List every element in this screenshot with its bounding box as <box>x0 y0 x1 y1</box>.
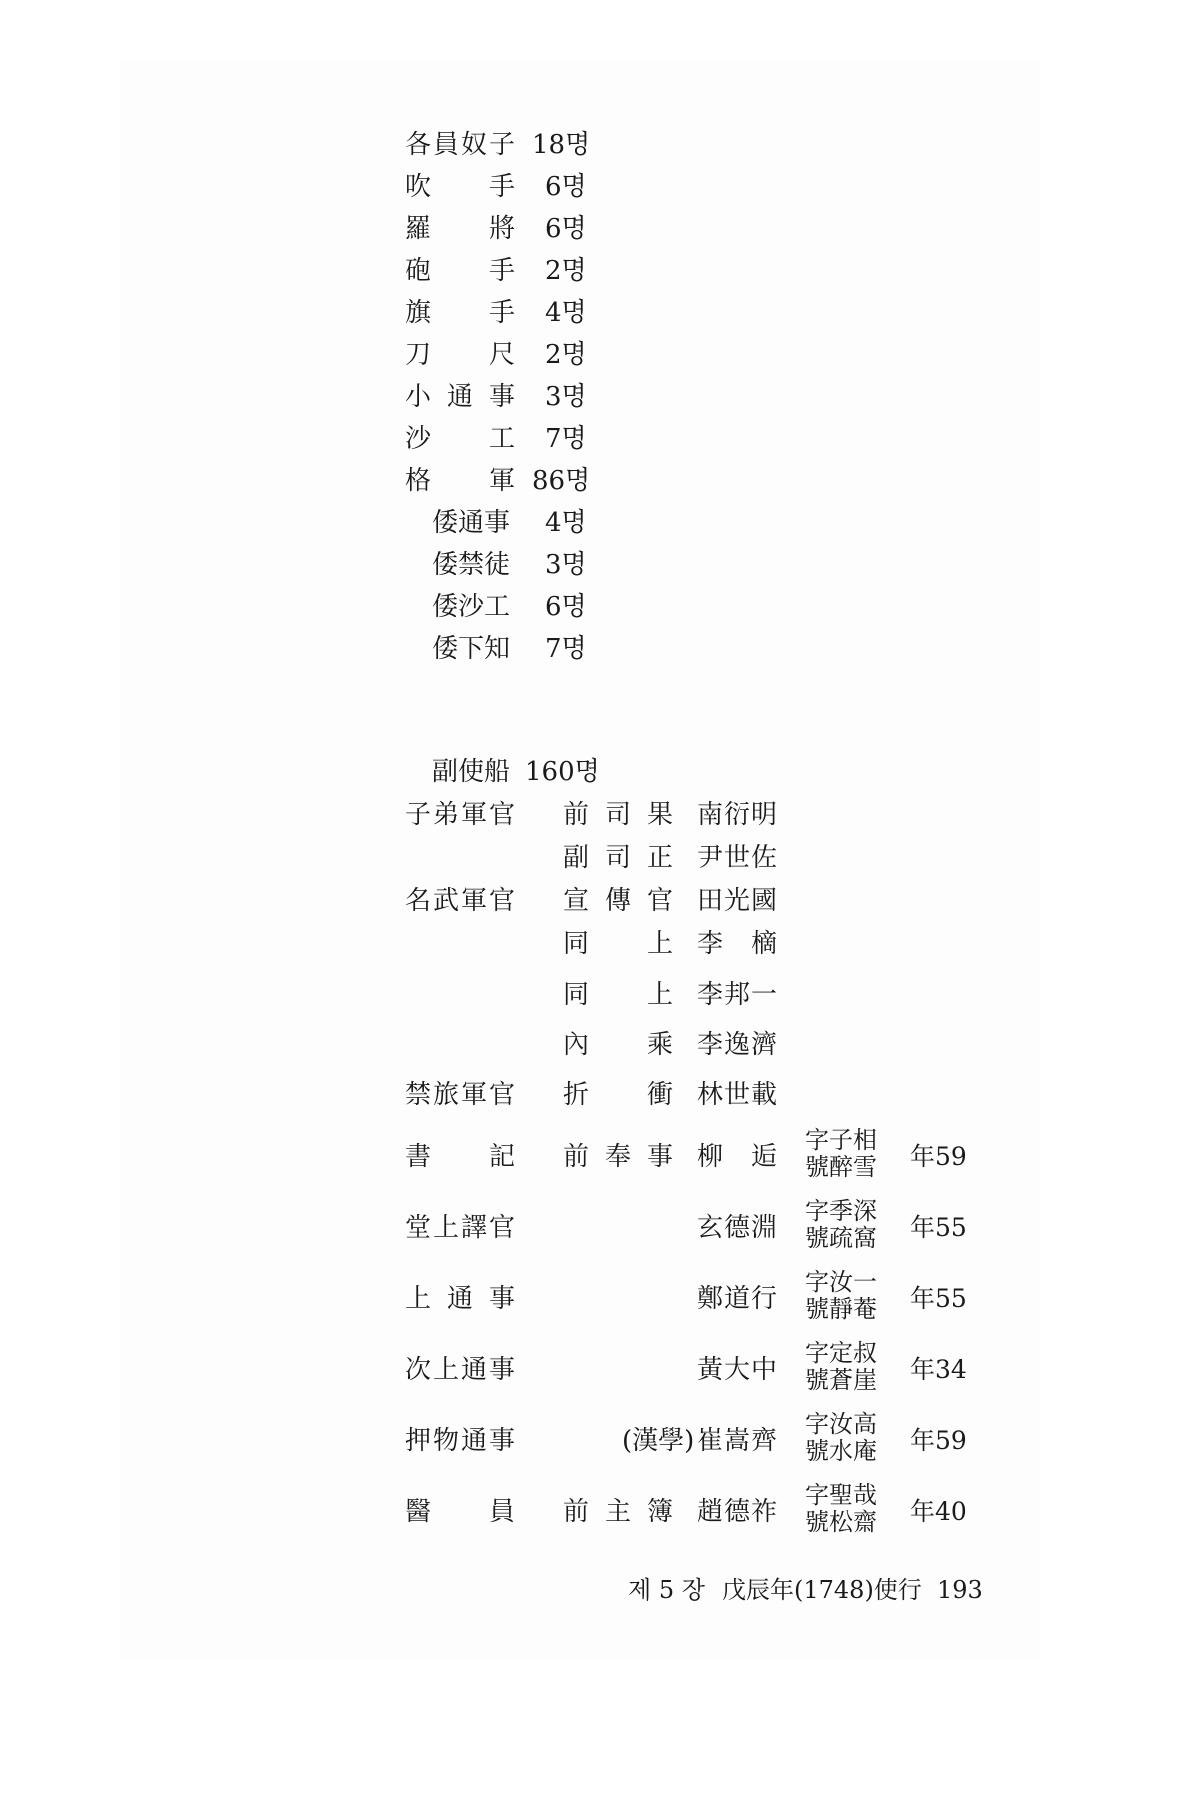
footer-title: 戊辰年(1748)使行 <box>722 1576 922 1604</box>
officer-rank: 前奉事 <box>563 1142 673 1172</box>
upper-count: 2명 <box>545 340 587 370</box>
ship-name: 副使船 <box>432 757 511 787</box>
upper-role: 沙工 <box>405 424 515 454</box>
upper-count: 86명 <box>532 466 591 496</box>
officer-role: 書記 <box>405 1142 515 1172</box>
officer-role: 禁旅軍官 <box>405 1080 515 1110</box>
upper-count: 4명 <box>545 508 587 538</box>
officer-pen-name: 號靜菴 <box>805 1295 877 1323</box>
officer-courtesy-name: 字汝一 <box>805 1268 877 1296</box>
officer-name: 鄭道行 <box>697 1284 777 1314</box>
officer-rank: 前司果 <box>563 800 673 830</box>
officer-name: 南衍明 <box>697 800 777 830</box>
officer-pen-name: 號松齋 <box>805 1508 877 1536</box>
upper-role: 羅將 <box>405 214 515 244</box>
officer-rank: (漢學) <box>622 1426 695 1456</box>
officer-role: 名武軍官 <box>405 886 515 916</box>
officer-pen-name: 號水庵 <box>805 1437 877 1465</box>
upper-count: 7명 <box>545 424 587 454</box>
officer-name: 李樀 <box>697 929 777 959</box>
officer-name: 尹世佐 <box>697 843 777 873</box>
upper-role: 吹手 <box>405 172 515 202</box>
upper-role: 刀尺 <box>405 340 515 370</box>
ship-count: 160명 <box>525 757 600 787</box>
officer-name: 趙德祚 <box>697 1497 777 1527</box>
officer-role: 次上通事 <box>405 1355 515 1385</box>
officer-name: 田光國 <box>697 886 777 916</box>
officer-name: 柳逅 <box>697 1142 777 1172</box>
officer-age: 年34 <box>910 1355 967 1384</box>
officer-pen-name: 號醉雪 <box>805 1153 877 1181</box>
upper-role: 倭下知 <box>432 634 511 664</box>
officer-courtesy-name: 字子相 <box>805 1126 877 1154</box>
upper-role: 格軍 <box>405 466 515 496</box>
officer-age: 年59 <box>910 1426 967 1455</box>
upper-count: 6명 <box>545 214 587 244</box>
officer-courtesy-name: 字定叔 <box>805 1339 877 1367</box>
officer-name: 玄德淵 <box>697 1213 777 1243</box>
officer-pen-name: 號疏窩 <box>805 1224 877 1252</box>
officer-rank: 前主簿 <box>563 1497 673 1527</box>
officer-name: 黃大中 <box>697 1355 777 1385</box>
upper-role: 砲手 <box>405 256 515 286</box>
officer-role: 堂上譯官 <box>405 1213 515 1243</box>
footer-chapter: 제 5 장 <box>628 1576 705 1604</box>
officer-role: 子弟軍官 <box>405 800 515 830</box>
officer-age: 年55 <box>910 1213 967 1242</box>
officer-rank: 同上 <box>563 929 673 959</box>
officer-age: 年55 <box>910 1284 967 1313</box>
upper-role: 倭通事 <box>432 508 511 538</box>
page-number: 193 <box>937 1576 983 1604</box>
officer-courtesy-name: 字聖哉 <box>805 1481 877 1509</box>
upper-count: 6명 <box>545 172 587 202</box>
upper-count: 2명 <box>545 256 587 286</box>
officer-role: 押物通事 <box>405 1426 515 1456</box>
officer-name: 李邦一 <box>697 980 777 1010</box>
upper-count: 18명 <box>532 130 591 160</box>
officer-courtesy-name: 字汝高 <box>805 1410 877 1438</box>
upper-role: 倭禁徒 <box>432 550 511 580</box>
upper-count: 3명 <box>545 382 587 412</box>
upper-count: 7명 <box>545 634 587 664</box>
officer-name: 李逸濟 <box>697 1030 777 1060</box>
officer-pen-name: 號蒼崖 <box>805 1366 877 1394</box>
officer-courtesy-name: 字季深 <box>805 1197 877 1225</box>
officer-role: 醫員 <box>405 1497 515 1527</box>
officer-age: 年59 <box>910 1142 967 1171</box>
upper-count: 4명 <box>545 298 587 328</box>
officer-role: 上通事 <box>405 1284 515 1314</box>
upper-role: 倭沙工 <box>432 592 511 622</box>
officer-name: 崔嵩齊 <box>697 1426 777 1456</box>
officer-rank: 內乘 <box>563 1030 673 1060</box>
upper-role: 各員奴子 <box>405 130 515 160</box>
officer-rank: 同上 <box>563 980 673 1010</box>
officer-age: 年40 <box>910 1497 967 1526</box>
upper-count: 6명 <box>545 592 587 622</box>
officer-rank: 副司正 <box>563 843 673 873</box>
upper-role: 小通事 <box>405 382 515 412</box>
officer-rank: 折衝 <box>563 1080 673 1110</box>
upper-role: 旗手 <box>405 298 515 328</box>
officer-name: 林世載 <box>697 1080 777 1110</box>
upper-count: 3명 <box>545 550 587 580</box>
officer-rank: 宣傳官 <box>563 886 673 916</box>
